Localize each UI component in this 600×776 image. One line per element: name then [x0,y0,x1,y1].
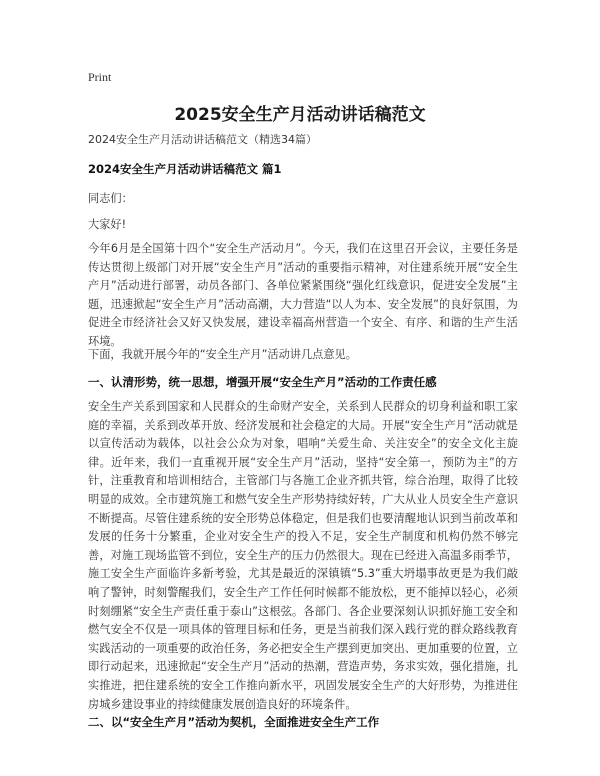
document-subtitle: 2024安全生产月活动讲话稿范文（精选34篇） [88,133,317,146]
paragraph-intro: 今年6月是全国第十四个“安全生产活动月”。今天，我们在这里召开会议，主要任务是传达贯彻上级部门对开展“安全生产月”活动的重要指示精神，对住建系统开展“安全生产月”活动进行部署，动员各部门、各单位紧紧围绕“强化红线意识，促进安全发展”主题，迅速掀起“安全生产月”活动高潮，大力营造“以人为本、安全发展”的良好氛围，为促进全市经济社会又好又快发展，建设幸福高州营造一个安全、有序、和谐的生产生活环境。 [88,242,518,348]
greeting-line-2: 大家好! [88,218,127,231]
heading-section-1: 一、认清形势，统一思想，增强开展“安全生产月”活动的工作责任感 [88,375,437,389]
document-title: 2025安全生产月活动讲话稿范文 [174,105,426,125]
print-label[interactable]: Print [88,70,112,84]
paragraph-transition: 下面，我就开展今年的“安全生产月”活动讲几点意见。 [88,348,357,361]
greeting-line-1: 同志们： [88,192,133,205]
heading-section-2: 二、以“安全生产月”活动为契机，全面推进安全生产工作 [88,715,380,729]
paragraph-section-1: 安全生产关系到国家和人民群众的生命财产安全，关系到人民群众的切身利益和职工家庭的幸福，关系到改革开放、经济发展和社会稳定的大局。开展“安全生产月”活动就是以宣传活动为载体，以社会公众为对象，唱响“关爱生命、关注安全”的安全文化主旋律。近年来，我们一直重视开展“安全生产月”活动，坚持“安全第一，预防为主”的方针，注重教育和培训相结合，主管部门与各施工企业齐抓共管，综合治理，取得了比较明显的成效。全市建筑施工和燃气安全生产形势持续好转，广大从业人员安全生产意识不断提高。尽管住建系统的安全形势总体稳定，但是我们也要清醒地认识到当前改革和发展的任务十分繁重，企业对安全生产的投入不足，安全生产制度和机构仍然不够完善，对施工现场监管不到位，安全生产的压力仍然很大。现在已经进入高温多雨季节，施工安全生产面临许多新考验，尤其是最近的深镇镇“5.3”重大坍塌事故更是为我们敲响了警钟，时刻警醒我们，安全生产工作任何时候都不能放松，更不能掉以轻心，必须时刻绷紧“安全生产责任重于泰山”这根弦。各部门、各企业要深刻认识抓好施工安全和燃气安全不仅是一项具体的管理目标和任务，更是当前我们深入践行党的群众路线教育实践活动的一项重要的政治任务，务必把安全生产摆到更加突出、更加重要的位置，立即行动起来，迅速掀起“安全生产月”活动的热潮，营造声势，务求实效，强化措施，扎实推进，把住建系统的安全工作推向新水平，巩固发展安全生产的大好形势，为推进住房城乡建设事业的持续健康发展创造良好的环境条件。 [88,400,518,711]
section-title: 2024安全生产月活动讲话稿范文 篇1 [88,162,282,176]
